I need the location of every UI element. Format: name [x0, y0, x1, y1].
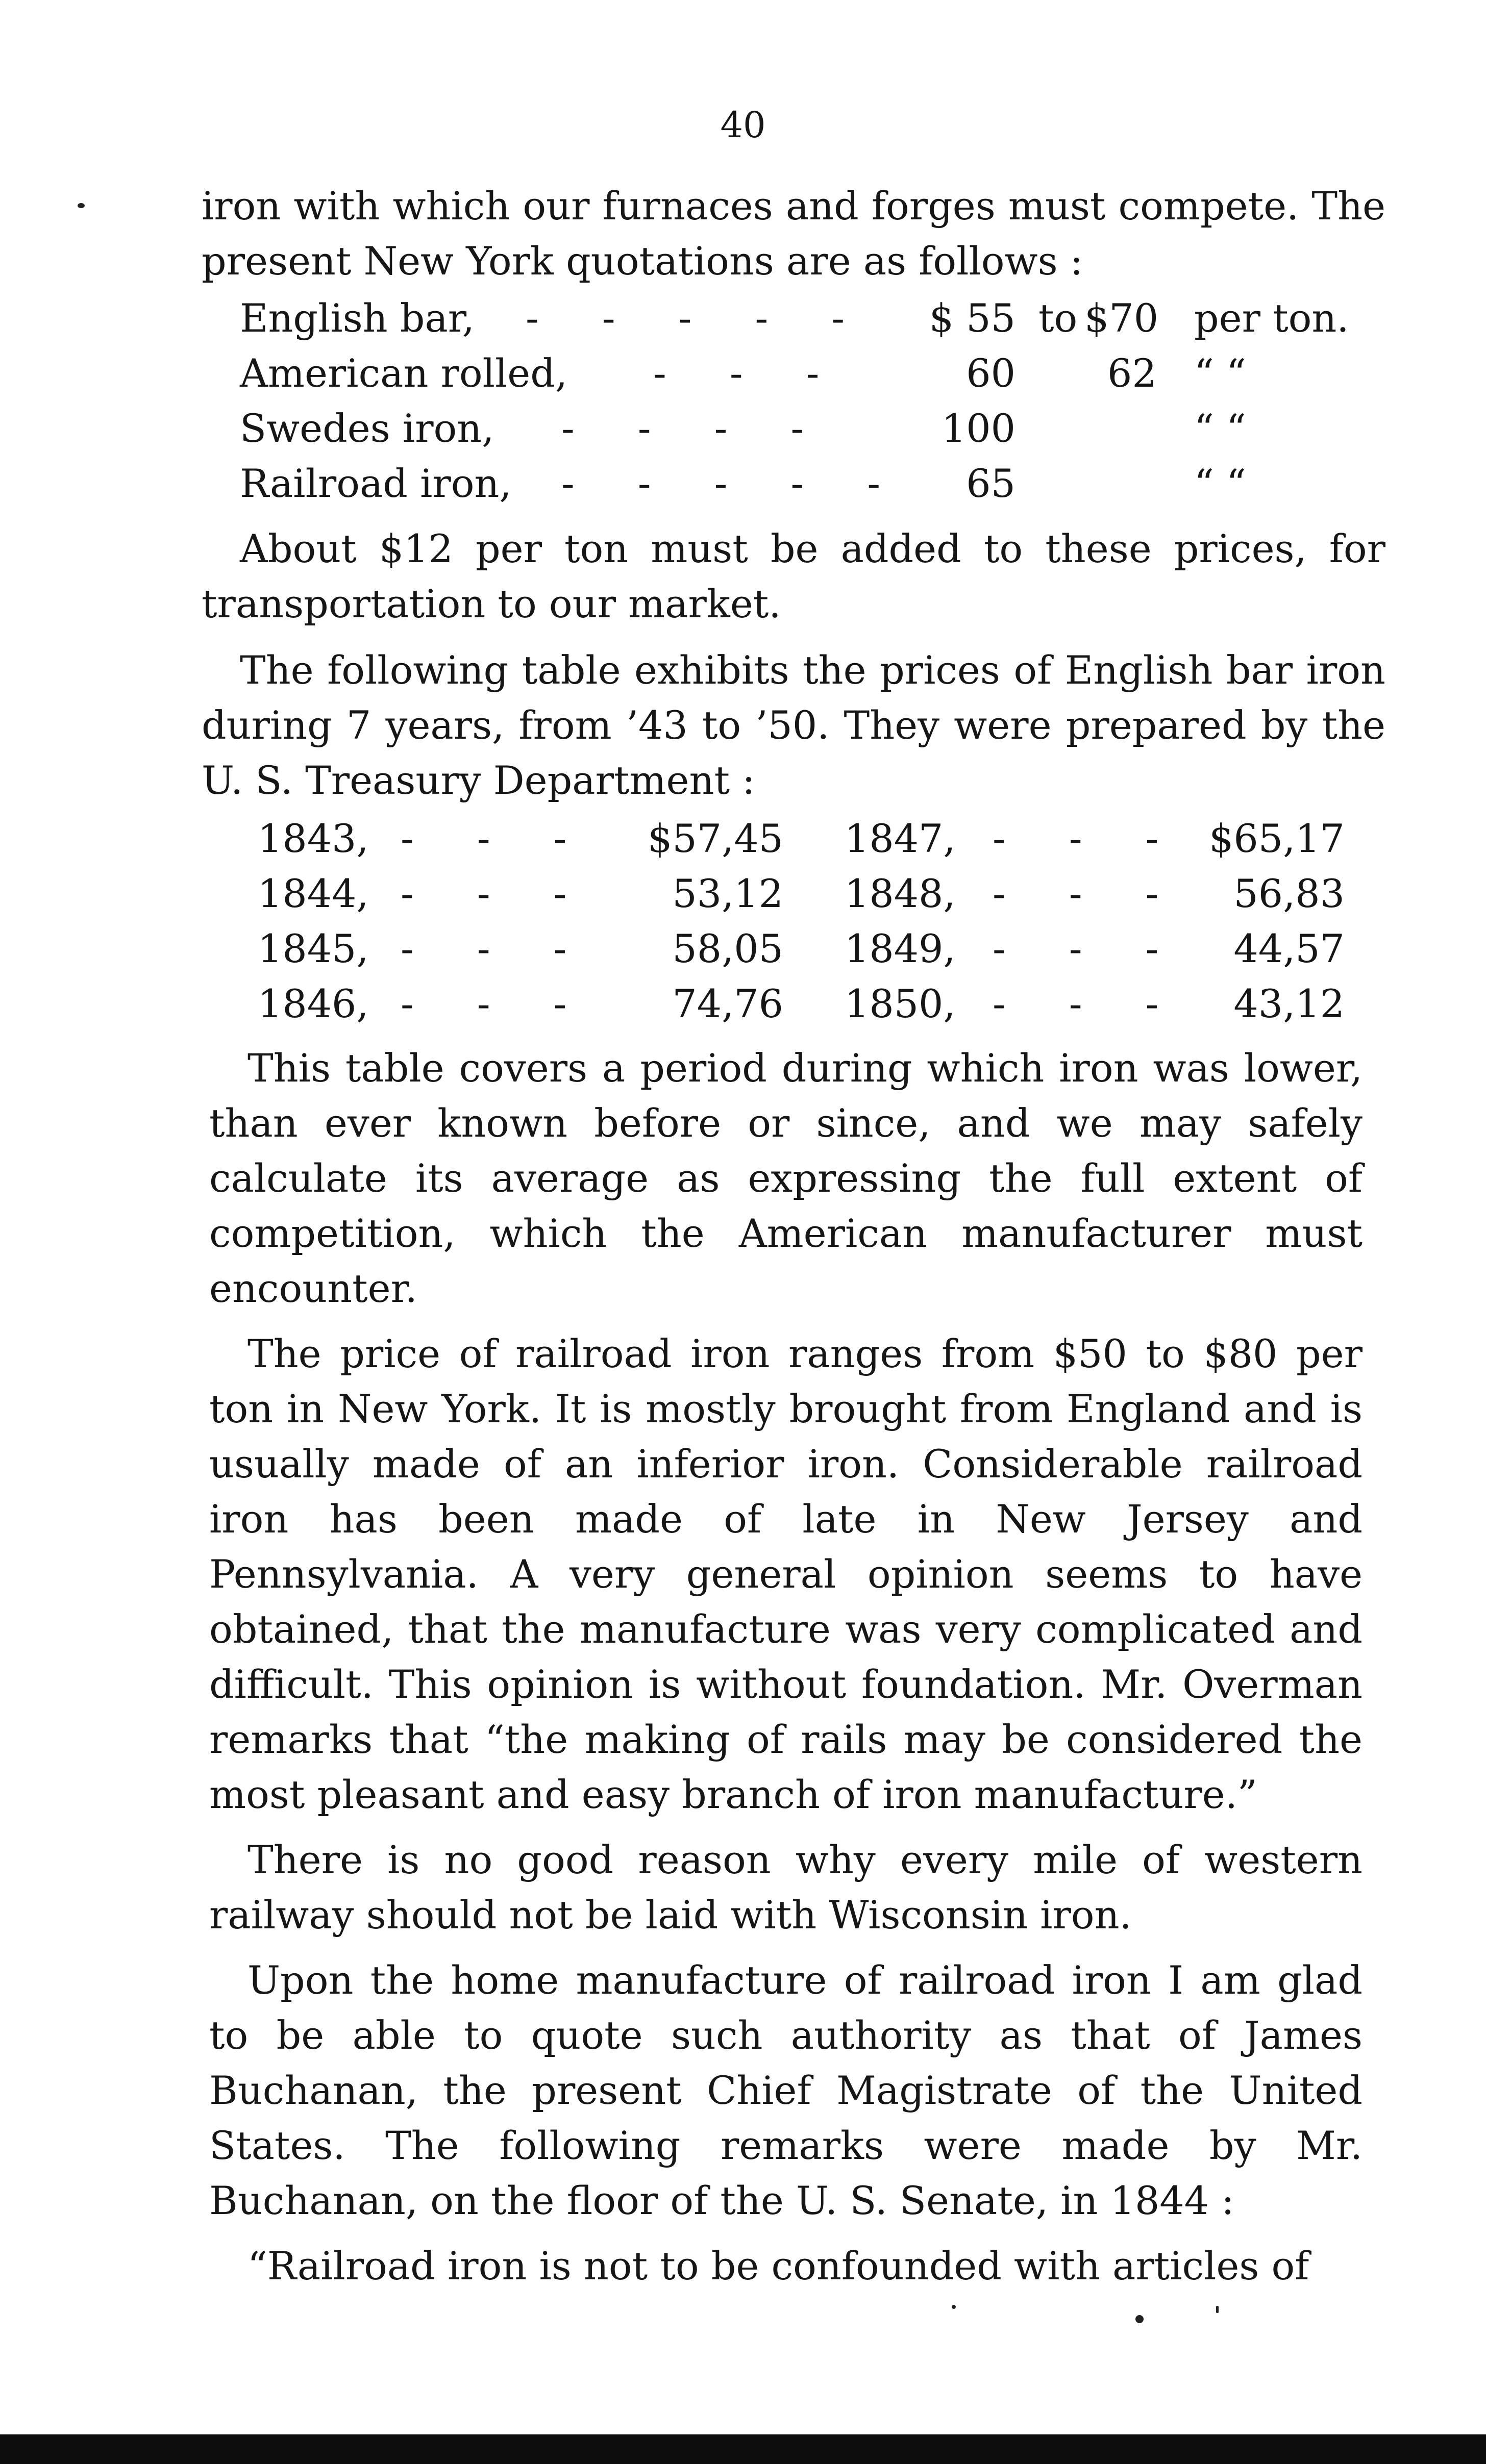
railroad-price-paragraph: The price of railroad iron ranges from $50 to $80 per ton in New York. It is mostly brought from England and is usually made of an inferior iron. Considerable railroad iron has been made of late in New Jersey and Pennsylvania. A very general opinion seems to have obtained, that the manufacture was very complicated and difficult. This opinion is without foundation. Mr. Overman remarks that “the making of rails may be considered the most pleasant and easy branch of iron manufacture.” — [209, 1331, 1363, 1817]
year-dashes-right: - - - — [993, 816, 1184, 861]
year-right: 1850, — [845, 981, 956, 1026]
quotation-dashes: - - - — [653, 350, 845, 396]
price-right: 44,57 — [1233, 926, 1345, 971]
quotation-row — [240, 346, 1388, 401]
ink-spot — [1135, 2315, 1144, 2323]
quotation-name: English bar, — [240, 295, 475, 341]
wisconsin-paragraph: There is no good reason why every mile of western railway should not be laid with Wisconsin iron. — [209, 1837, 1363, 1938]
quotation-high: 62 — [1107, 350, 1157, 396]
quotation-unit: “ “ — [1194, 461, 1246, 506]
quotation-high: $70 — [1084, 295, 1159, 341]
year-left: 1844, — [258, 871, 369, 916]
intro-paragraph-block — [202, 179, 1385, 300]
price-left: 53,12 — [672, 871, 783, 916]
year-dashes-left: - - - — [401, 926, 592, 971]
quotation-row — [240, 456, 1388, 511]
price-left: 58,05 — [672, 926, 783, 971]
price-left: $57,45 — [648, 816, 783, 861]
quotation-price: 65 — [966, 461, 1016, 506]
year-dashes-right: - - - — [993, 981, 1184, 1026]
ink-tick — [1216, 2306, 1219, 2313]
year-right: 1849, — [845, 926, 956, 971]
quotation-dashes: - - - - - — [526, 295, 871, 341]
table-intro-paragraph: The following table exhibits the prices of English bar iron during 7 years, from ’43 to ’50. They were prepared by the U. S. Treasury Department : — [202, 647, 1385, 803]
year-row — [258, 921, 1380, 976]
price-right: $65,17 — [1209, 816, 1345, 861]
middle-paragraph-block — [202, 521, 1385, 819]
price-left: 74,76 — [672, 981, 783, 1026]
quotation-name: Swedes iron, — [240, 406, 494, 451]
transport-paragraph: About $12 per ton must be added to these prices, for transportation to our market. — [202, 526, 1385, 626]
quotation-row — [240, 401, 1388, 456]
quotation-to: to — [1038, 295, 1078, 341]
period-paragraph: This table covers a period during which iron was lower, than ever known before or since, and we may safely calculate its average as expressing the full extent of competition, which the American manufacturer must encounter. — [209, 1045, 1363, 1311]
year-left: 1843, — [258, 816, 369, 861]
year-price-table — [258, 811, 1380, 1032]
intro-paragraph: iron with which our furnaces and forges must compete. The present New York quotations are as follows : — [202, 183, 1385, 284]
quotation-unit: “ “ — [1194, 406, 1246, 451]
ink-speck — [952, 2305, 956, 2309]
price-right: 43,12 — [1233, 981, 1345, 1026]
year-dashes-left: - - - — [401, 981, 592, 1026]
scan-bottom-edge — [0, 2434, 1486, 2464]
quote-paragraph: “Railroad iron is not to be confounded with articles of — [247, 2243, 1309, 2289]
year-dashes-right: - - - — [993, 926, 1184, 971]
year-dashes-right: - - - — [993, 871, 1184, 916]
year-left: 1846, — [258, 981, 369, 1026]
quotation-price: 100 — [941, 406, 1016, 451]
year-row — [258, 811, 1380, 866]
margin-mark — [78, 203, 85, 208]
year-right: 1848, — [845, 871, 956, 916]
year-right: 1847, — [845, 816, 956, 861]
year-row — [258, 866, 1380, 921]
quotation-unit: per ton. — [1194, 295, 1349, 341]
quotation-unit: “ “ — [1194, 350, 1246, 396]
year-dashes-left: - - - — [401, 816, 592, 861]
body-paragraph-block — [209, 1041, 1363, 2305]
quotations-table — [240, 291, 1388, 511]
quotation-name: Railroad iron, — [240, 461, 512, 506]
page-number: 40 — [720, 104, 766, 146]
buchanan-paragraph: Upon the home manufacture of railroad iron I am glad to be able to quote such authority as that of James Buchanan, the present Chief Magistrate of the United States. The following remarks were made by Mr. Buchanan, on the floor of the U. S. Senate, in 1844 : — [209, 1957, 1363, 2223]
year-left: 1845, — [258, 926, 369, 971]
quotation-price: $ 55 — [929, 295, 1016, 341]
quotation-price: 60 — [966, 350, 1016, 396]
price-right: 56,83 — [1233, 871, 1345, 916]
quotation-name: American rolled, — [240, 350, 568, 396]
quotation-row — [240, 291, 1388, 346]
quotation-dashes: - - - - — [561, 406, 830, 451]
quotation-dashes: - - - - - — [561, 461, 906, 506]
year-row — [258, 976, 1380, 1032]
year-dashes-left: - - - — [401, 871, 592, 916]
